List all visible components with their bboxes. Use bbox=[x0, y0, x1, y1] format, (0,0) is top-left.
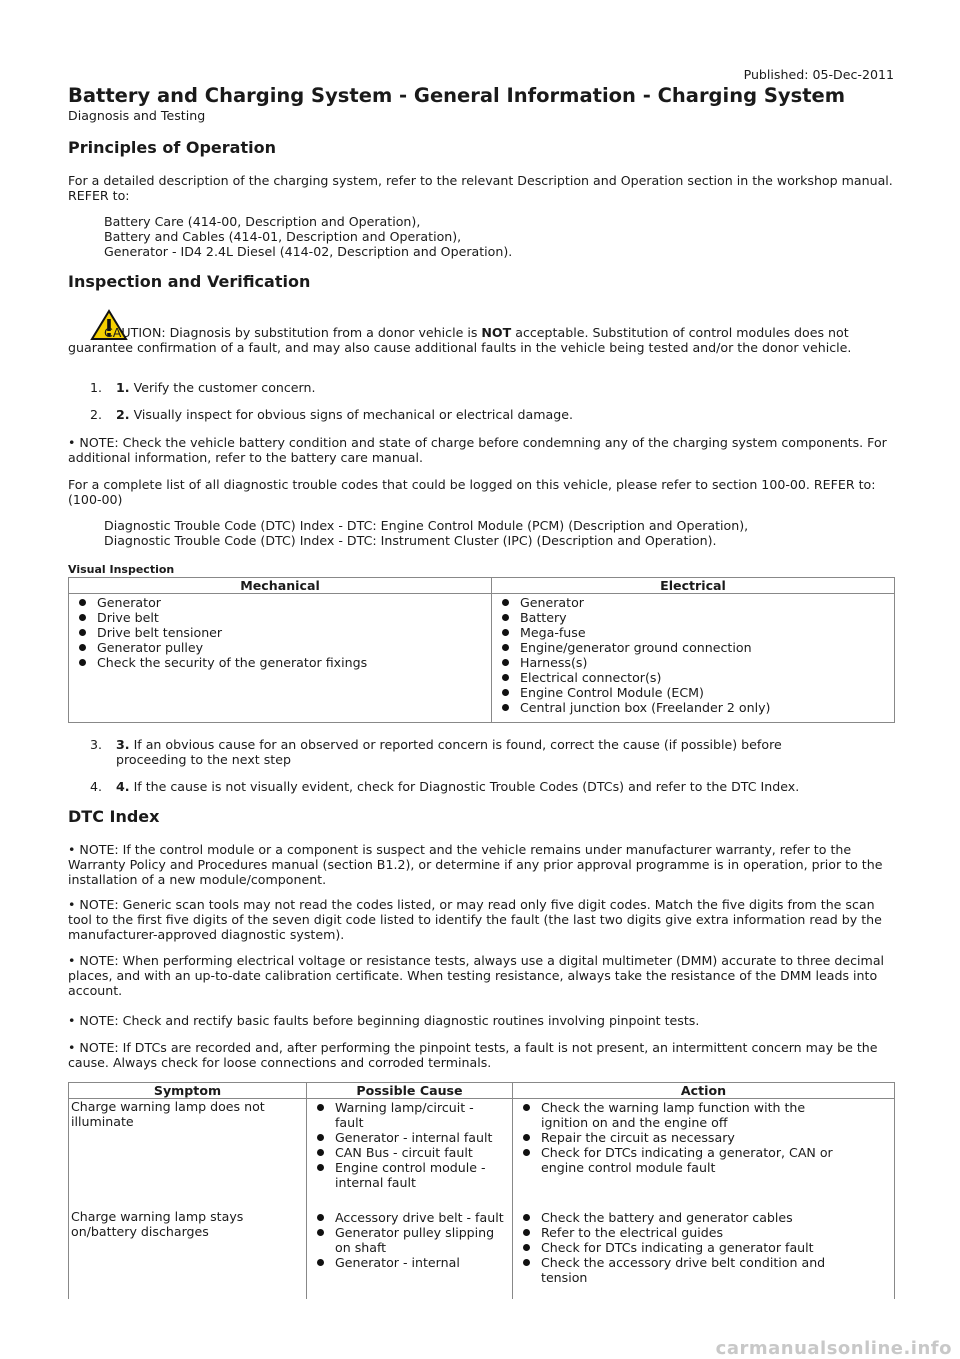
step-body: Verify the customer concern. bbox=[129, 380, 316, 395]
mechanical-cell bbox=[69, 594, 492, 723]
table-header: Symptom bbox=[69, 1083, 307, 1099]
principles-ref: Battery and Cables (414-01, Description and Operation), bbox=[104, 229, 462, 244]
dtc-index-heading: DTC Index bbox=[68, 807, 160, 826]
list-item: Central junction box (Freelander 2 only) bbox=[494, 700, 892, 715]
inspection-heading: Inspection and Verification bbox=[68, 272, 311, 291]
step-bold-number: 1. bbox=[116, 380, 130, 395]
note-scan-tools: • NOTE: Generic scan tools may not read the codes listed, or may read only five digit codes. Match the five digits from the scan tool to the first five digits of the seven digit code listed to identify the fault (the last two digits give extra information read by the manufacturer-approved diagnostic system). bbox=[68, 897, 882, 942]
electrical-cell bbox=[492, 594, 895, 723]
mechanical-list bbox=[71, 595, 489, 670]
list-item: Generator bbox=[71, 595, 489, 610]
note-intermittent: • NOTE: If DTCs are recorded and, after performing the pinpoint tests, a fault is not present, an intermittent concern may be the cause. Always check for loose connections and corroded terminals. bbox=[68, 1040, 878, 1070]
step-bold-number: 3. bbox=[116, 737, 130, 752]
list-item: Check for DTCs indicating a generator fault bbox=[515, 1240, 852, 1255]
cause-cell bbox=[307, 1099, 513, 1210]
table-row bbox=[69, 1099, 895, 1210]
list-item: Check the accessory drive belt condition and tension bbox=[515, 1255, 852, 1285]
action-list bbox=[515, 1100, 852, 1175]
table-header: Mechanical bbox=[69, 578, 492, 594]
electrical-list bbox=[494, 595, 892, 715]
list-item: Check the battery and generator cables bbox=[515, 1210, 852, 1225]
watermark: carmanualsonline.info bbox=[715, 1338, 952, 1359]
step-body: If an obvious cause for an observed or reported concern is found, correct the cause (if possible) before proceeding to the next step bbox=[116, 737, 782, 767]
step-number: 2. bbox=[90, 407, 103, 422]
dtc-ref: Diagnostic Trouble Code (DTC) Index - DTC: Instrument Cluster (IPC) (Description and Operation). bbox=[104, 533, 717, 548]
list-item: Harness(s) bbox=[494, 655, 892, 670]
page-subtitle: Diagnosis and Testing bbox=[68, 108, 206, 123]
dtc-table bbox=[68, 1082, 895, 1299]
step-number: 4. bbox=[90, 779, 103, 794]
symptom-text: Charge warning lamp does not illuminate bbox=[71, 1099, 265, 1129]
visual-inspection-table bbox=[68, 577, 895, 723]
principles-ref: Generator - ID4 2.4L Diesel (414-02, Description and Operation). bbox=[104, 244, 513, 259]
list-item: Drive belt bbox=[71, 610, 489, 625]
step-text bbox=[116, 407, 876, 422]
list-item: Accessory drive belt - fault bbox=[309, 1210, 504, 1225]
list-item: Generator - internal fault bbox=[309, 1130, 504, 1145]
caution-prefix: CAUTION: Diagnosis by substitution from a donor vehicle is bbox=[104, 325, 482, 340]
step-bold-number: 4. bbox=[116, 779, 130, 794]
list-item: Warning lamp/circuit - fault bbox=[309, 1100, 504, 1130]
list-item: Check the warning lamp function with the ignition on and the engine off bbox=[515, 1100, 852, 1130]
step-body: If the cause is not visually evident, check for Diagnostic Trouble Codes (DTCs) and refer to the DTC Index. bbox=[129, 779, 800, 794]
note-battery: • NOTE: Check the vehicle battery condition and state of charge before condemning any of the charging system components. For additional information, refer to the battery care manual. bbox=[68, 435, 887, 465]
list-item: Generator - internal bbox=[309, 1255, 504, 1270]
list-item: Battery bbox=[494, 610, 892, 625]
dtc-list-intro: For a complete list of all diagnostic trouble codes that could be logged on this vehicle, please refer to section 100-00. REFER to: (100-00) bbox=[68, 477, 876, 507]
principles-ref: Battery Care (414-00, Description and Operation), bbox=[104, 214, 421, 229]
step-text bbox=[116, 779, 876, 794]
published-date: Published: 05-Dec-2011 bbox=[743, 67, 894, 82]
action-cell bbox=[513, 1209, 895, 1299]
cause-list bbox=[309, 1210, 504, 1270]
table-row bbox=[69, 1209, 895, 1299]
list-item: Engine/generator ground connection bbox=[494, 640, 892, 655]
table-header: Electrical bbox=[492, 578, 895, 594]
list-item: Drive belt tensioner bbox=[71, 625, 489, 640]
list-item: Engine control module - internal fault bbox=[309, 1160, 504, 1190]
dtc-ref: Diagnostic Trouble Code (DTC) Index - DTC: Engine Control Module (PCM) (Description and Operation), bbox=[104, 518, 749, 533]
step-text bbox=[116, 737, 831, 767]
cause-cell bbox=[307, 1209, 513, 1299]
list-item: Generator bbox=[494, 595, 892, 610]
step-number: 3. bbox=[90, 737, 103, 752]
list-item: Check the security of the generator fixings bbox=[71, 655, 489, 670]
list-item: Refer to the electrical guides bbox=[515, 1225, 852, 1240]
list-item: Engine Control Module (ECM) bbox=[494, 685, 892, 700]
step-bold-number: 2. bbox=[116, 407, 130, 422]
list-item: Generator pulley slipping on shaft bbox=[309, 1225, 504, 1255]
step-text bbox=[116, 380, 876, 395]
step-number: 1. bbox=[90, 380, 103, 395]
list-item: CAN Bus - circuit fault bbox=[309, 1145, 504, 1160]
step-body: Visually inspect for obvious signs of mechanical or electrical damage. bbox=[129, 407, 574, 422]
note-warranty: • NOTE: If the control module or a component is suspect and the vehicle remains under manufacturer warranty, refer to the Warranty Policy and Procedures manual (section B1.2), or determine if any prior approval programme is in operation, prior to the installation of a new module/component. bbox=[68, 842, 883, 887]
action-list bbox=[515, 1210, 852, 1285]
caution-not: NOT bbox=[481, 325, 512, 340]
cause-list bbox=[309, 1100, 504, 1190]
principles-heading: Principles of Operation bbox=[68, 138, 276, 157]
symptom-cell bbox=[69, 1209, 307, 1299]
table-header: Action bbox=[513, 1083, 895, 1099]
list-item: Electrical connector(s) bbox=[494, 670, 892, 685]
caution-text bbox=[68, 325, 894, 355]
table-header: Possible Cause bbox=[307, 1083, 513, 1099]
list-item: Generator pulley bbox=[71, 640, 489, 655]
note-basic-faults: • NOTE: Check and rectify basic faults before beginning diagnostic routines involving pinpoint tests. bbox=[68, 1013, 700, 1028]
symptom-text: Charge warning lamp stays on/battery discharges bbox=[71, 1209, 244, 1239]
list-item: Mega-fuse bbox=[494, 625, 892, 640]
list-item: Check for DTCs indicating a generator, CAN or engine control module fault bbox=[515, 1145, 852, 1175]
symptom-cell bbox=[69, 1099, 307, 1210]
principles-intro: For a detailed description of the charging system, refer to the relevant Description and Operation section in the workshop manual. REFER to: bbox=[68, 173, 893, 203]
list-item: Repair the circuit as necessary bbox=[515, 1130, 852, 1145]
page-title: Battery and Charging System - General Information - Charging System bbox=[68, 84, 846, 107]
visual-inspection-heading: Visual Inspection bbox=[68, 563, 175, 576]
action-cell bbox=[513, 1099, 895, 1210]
caution-suffix: acceptable. Substitution of control modules does not guarantee confirmation of a fault, and may also cause additional faults in the vehicle being tested and/or the donor vehicle. bbox=[68, 325, 852, 355]
note-multimeter: • NOTE: When performing electrical voltage or resistance tests, always use a digital multimeter (DMM) accurate to three decimal places, and with an up-to-date calibration certificate. When testing resistance, always take the resistance of the DMM leads into account. bbox=[68, 953, 885, 998]
